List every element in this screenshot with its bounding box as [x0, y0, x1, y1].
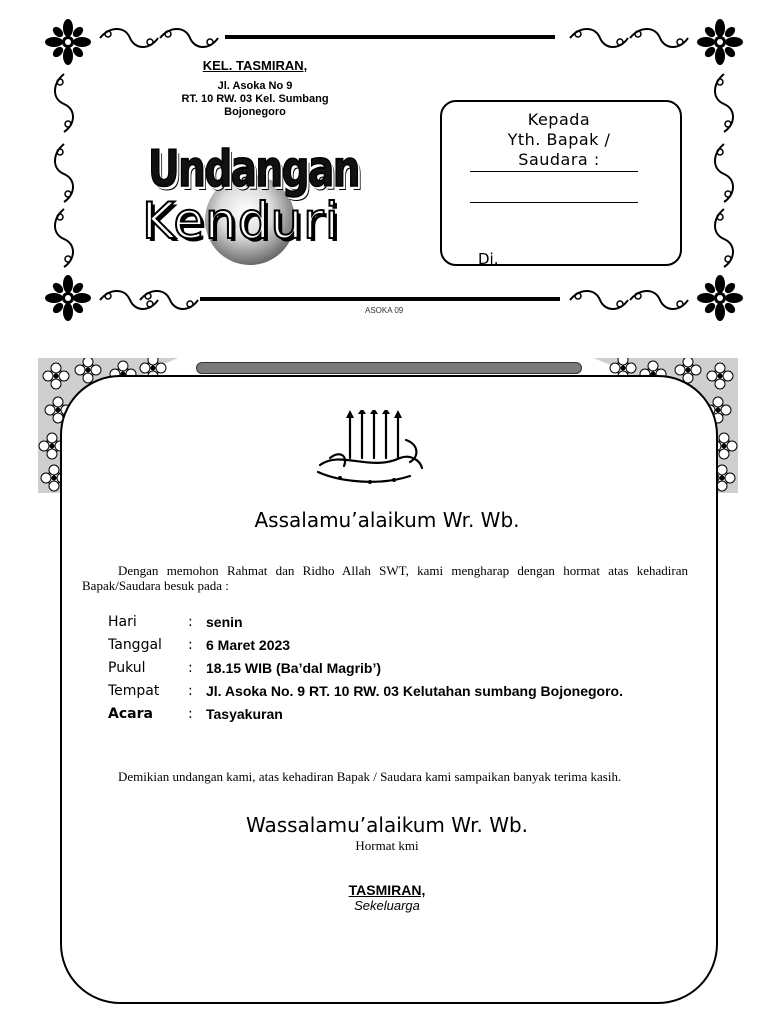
detail-value: 6 Maret 2023 — [206, 637, 291, 653]
signature-subtitle: Sekeluarga — [354, 898, 420, 913]
sender-address — [160, 80, 350, 119]
sender-address-line: Bojonegoro — [224, 106, 286, 118]
recipient-line: Saudara : — [518, 150, 600, 169]
signature-name: TASMIRAN, — [348, 882, 426, 898]
detail-value: Jl. Asoka No. 9 RT. 10 RW. 03 Kelutahan sumbang Bojonegoro. — [206, 683, 623, 699]
title-kenduri: Kenduri — [142, 192, 340, 250]
closing-paragraph: Demikian undangan kami, atas kehadiran Bapak / Saudara kami sampaikan banyak terima kasih. — [118, 769, 622, 784]
detail-label: Pukul — [108, 660, 146, 676]
recipient-line: Kepada — [527, 110, 591, 129]
recipient-address-line — [470, 202, 638, 203]
regards-text: Hormat kmi — [355, 838, 419, 853]
recipient-name-line — [470, 171, 638, 172]
recipient-line: Yth. Bapak / — [507, 130, 611, 149]
detail-label: Hari — [108, 614, 137, 630]
greeting-heading: Assalamu’alaikum Wr. Wb. — [254, 508, 520, 532]
detail-colon: : — [188, 660, 193, 676]
recipient-label — [442, 110, 676, 170]
farewell-heading: Wassalamu’alaikum Wr. Wb. — [245, 813, 529, 837]
title-undangan: Undangan — [148, 140, 359, 198]
sender-address-line: Jl. Asoka No 9 — [217, 80, 293, 92]
card-top-bar — [196, 362, 582, 374]
di-label: Di. — [478, 250, 499, 268]
intro-paragraph: Dengan memohon Rahmat dan Ridho Allah SWT, kami mengharap dengan hormat atas kehadiran Bapak/Saudara besuk pada : — [82, 563, 688, 593]
sender-address-line: RT. 10 RW. 03 Kel. Sumbang — [181, 93, 329, 105]
design-code: ASOKA 09 — [365, 306, 404, 315]
bismillah-calligraphy-icon — [310, 410, 430, 490]
detail-colon: : — [188, 683, 193, 699]
detail-label: Tempat — [108, 683, 160, 699]
sender-name: KEL. TASMIRAN, — [202, 58, 308, 73]
detail-label: Tanggal — [108, 637, 162, 653]
detail-value: senin — [206, 614, 243, 630]
detail-colon: : — [188, 614, 193, 630]
detail-colon: : — [188, 637, 193, 653]
detail-label: Acara — [108, 706, 153, 722]
detail-colon: : — [188, 706, 193, 722]
detail-value: 18.15 WIB (Ba’dal Magrib’) — [206, 660, 382, 676]
detail-value: Tasyakuran — [206, 706, 283, 722]
